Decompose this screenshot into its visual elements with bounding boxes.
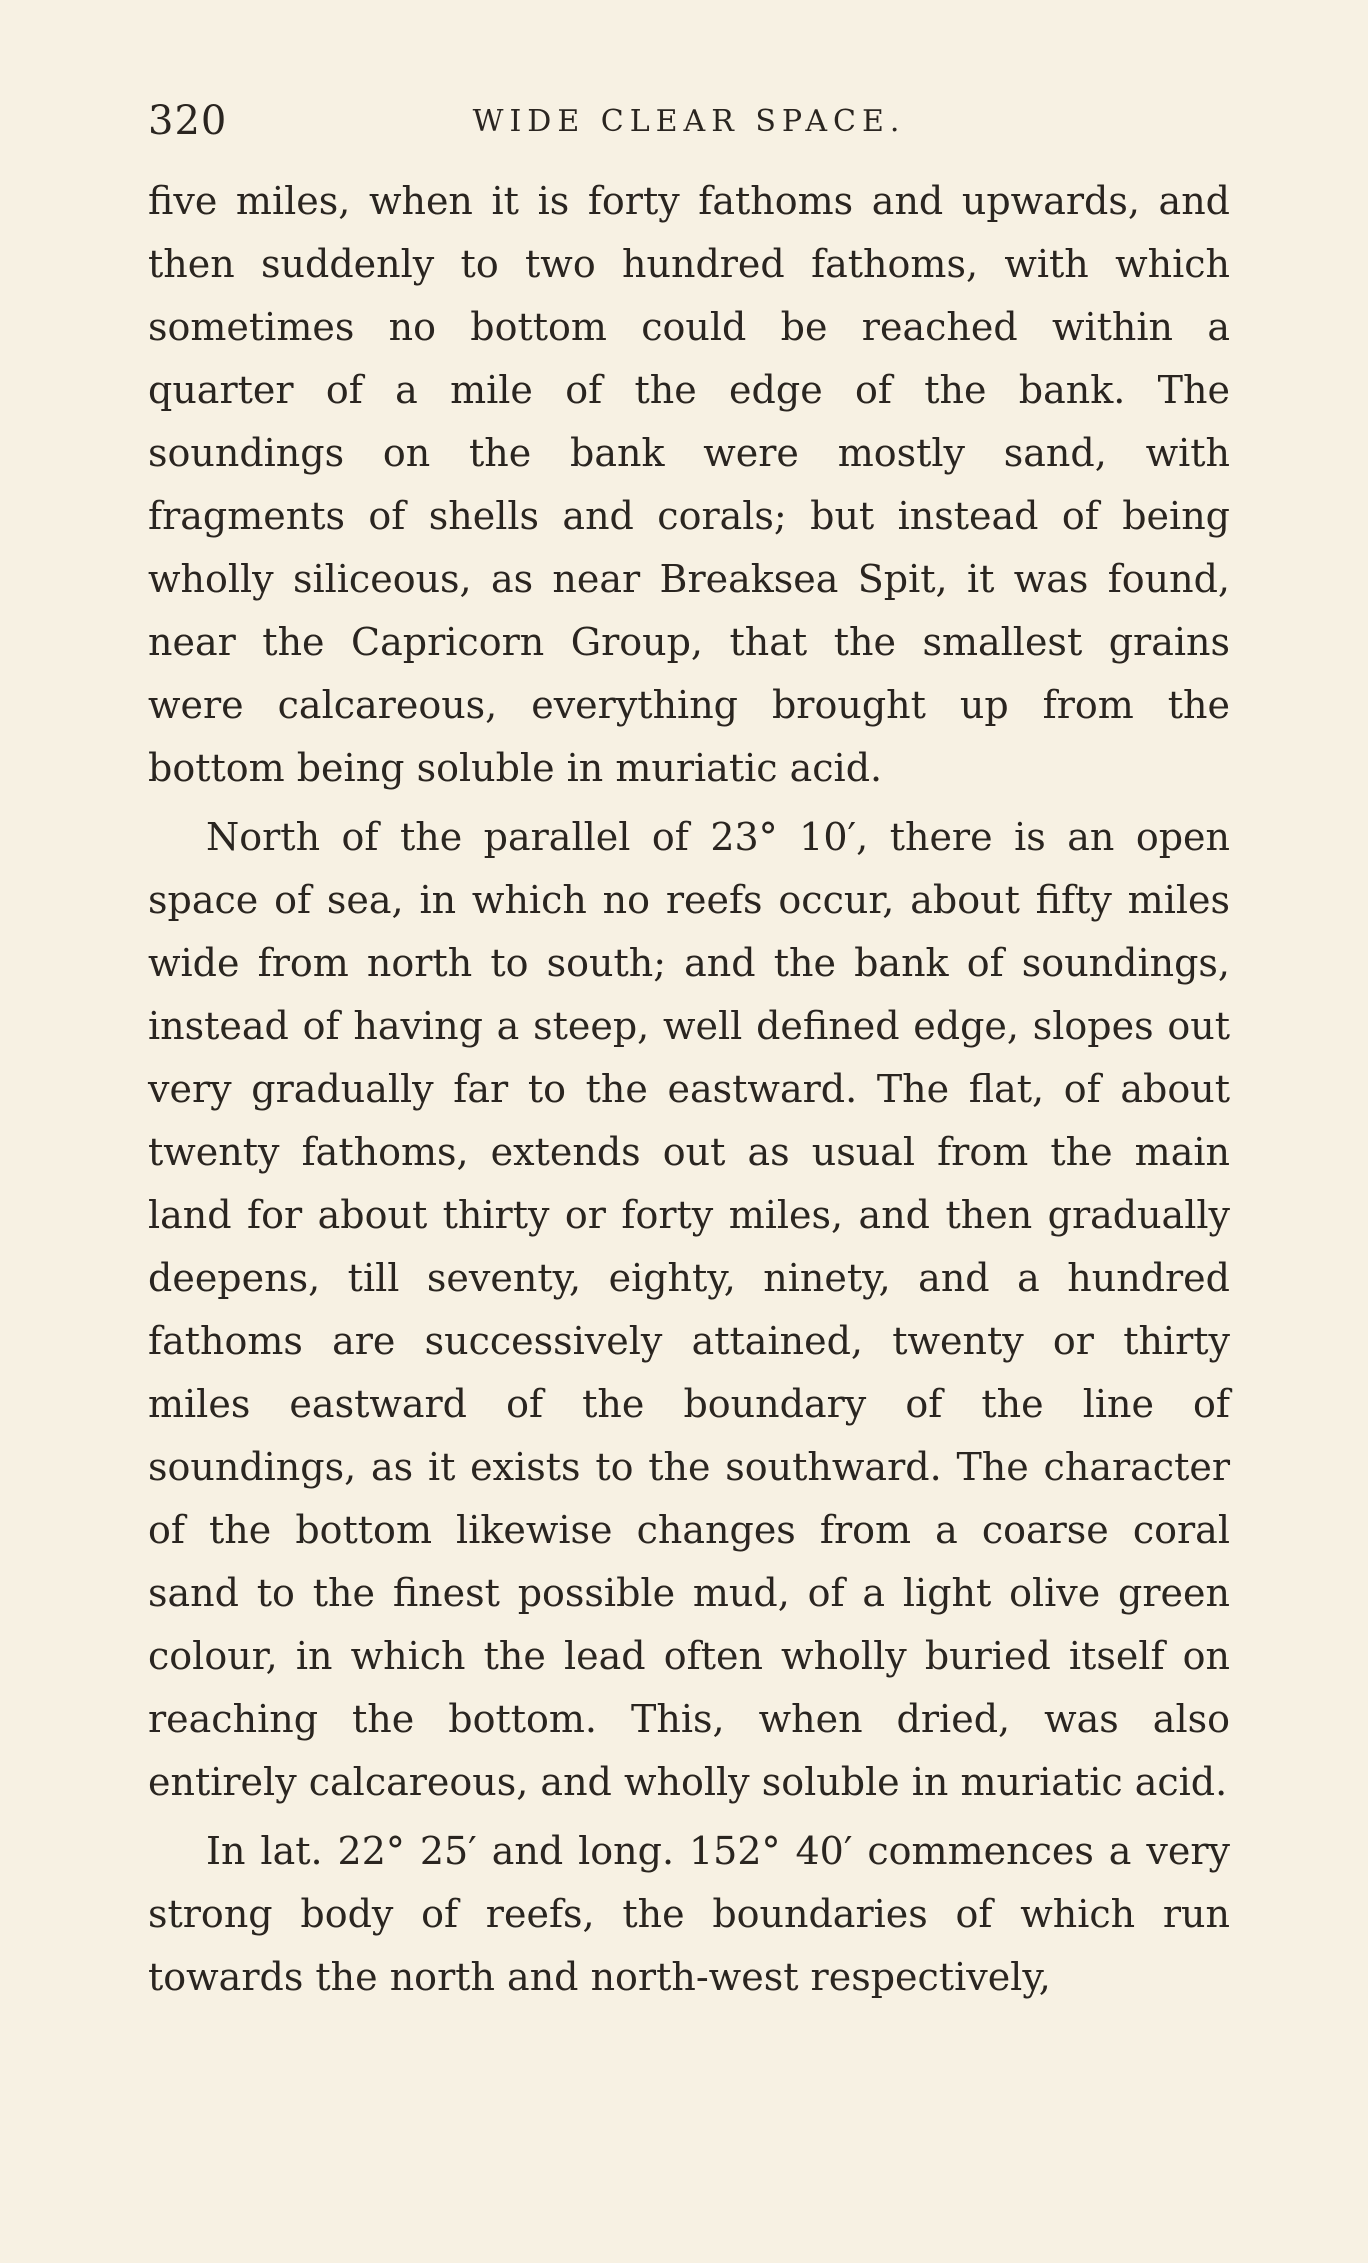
paragraph-continuation: five miles, when it is forty fathoms and upwards, and then suddenly to two hundred fathoms, with which sometimes no bottom could be reached within a quarter of a mile of the edge of the bank. The soundings on the bank were mostly sand, with fragments of shells and corals; but instead of being wholly siliceous, as near Breaksea Spit, it was found, near the Capricorn Group, that the smallest grains were calcareous, everything brought up from the bottom being soluble in muriatic acid. xyxy=(148,179,1230,790)
paragraph-reefs: In lat. 22° 25′ and long. 152° 40′ commences a very strong body of reefs, the boundaries of which run towards the north and north-west respectively, xyxy=(148,1829,1230,1999)
running-head xyxy=(148,98,1230,158)
running-title: WIDE CLEAR SPACE. xyxy=(472,104,906,139)
page-number: 320 xyxy=(148,98,228,144)
body-text xyxy=(148,170,1230,2009)
paragraph-open-space: North of the parallel of 23° 10′, there is an open space of sea, in which no reefs occur, about fifty miles wide from north to south; and the bank of soundings, instead of having a steep, well defined edge, slopes out very gradually far to the eastward. The flat, of about twenty fathoms, extends out as usual from the main land for about thirty or forty miles, and then gradually deepens, till seventy, eighty, ninety, and a hundred fathoms are successively attained, twenty or thirty miles eastward of the boundary of the line of soundings, as it exists to the southward. The character of the bottom likewise changes from a coarse coral sand to the finest possible mud, of a light olive green colour, in which the lead often wholly buried itself on reaching the bottom. This, when dried, was also entirely calcareous, and wholly soluble in muriatic acid. xyxy=(148,815,1230,1804)
